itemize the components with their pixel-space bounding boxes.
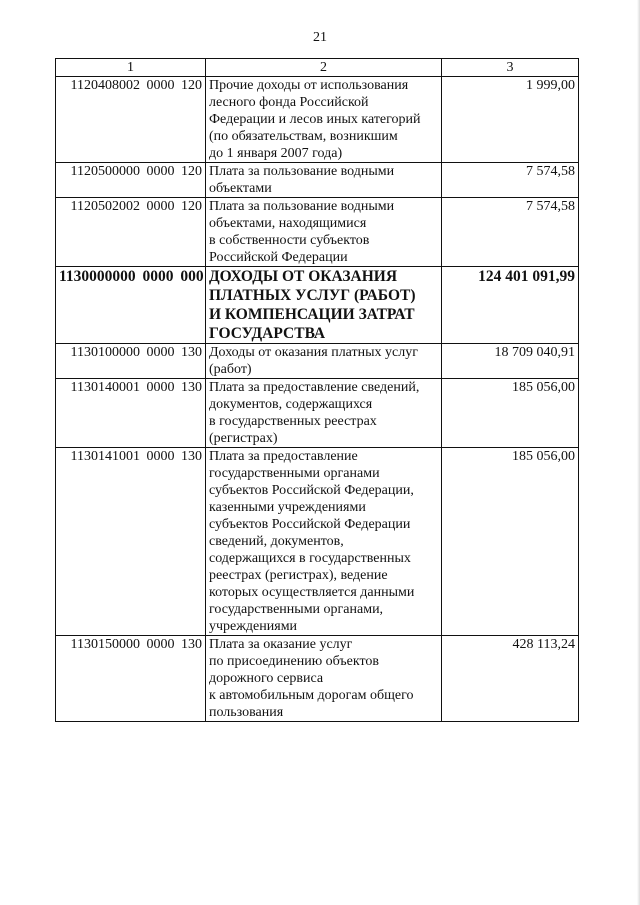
income-name-line: содержащихся в государственных <box>209 551 411 566</box>
table-row <box>56 267 579 344</box>
amount-cell: 7 574,58 <box>442 198 579 267</box>
income-name-line: учреждениями <box>209 619 298 634</box>
table-row <box>56 198 579 267</box>
budget-code-cell: 1130000000 0000 000 <box>56 267 206 344</box>
amount-cell: 428 113,24 <box>442 636 579 722</box>
column-header-amount: 3 <box>442 59 579 77</box>
income-name-line: (по обязательствам, возникшим <box>209 129 398 144</box>
income-name-line: к автомобильным дорогам общего <box>209 688 414 703</box>
income-name-cell <box>206 379 442 448</box>
amount-cell: 185 056,00 <box>442 448 579 636</box>
income-name-cell <box>206 198 442 267</box>
column-header-code: 1 <box>56 59 206 77</box>
table-header-row <box>56 59 579 77</box>
income-name-line: до 1 января 2007 года) <box>209 146 343 161</box>
income-name-line: Плата за пользование водными <box>209 164 395 179</box>
income-name-cell <box>206 163 442 198</box>
income-name-line: ГОСУДАРСТВА <box>209 325 326 342</box>
income-name-line: субъектов Российской Федерации, <box>209 483 414 498</box>
income-name-line: Российской Федерации <box>209 250 348 265</box>
amount-cell: 7 574,58 <box>442 163 579 198</box>
income-name-line: объектами <box>209 181 272 196</box>
income-name-cell <box>206 636 442 722</box>
income-name-line: Федерации и лесов иных категорий <box>209 112 421 127</box>
income-name-line: в государственных реестрах <box>209 414 377 429</box>
income-name-line: реестрах (регистрах), ведение <box>209 568 388 583</box>
income-name-line: государственными органами <box>209 466 380 481</box>
column-header-name: 2 <box>206 59 442 77</box>
income-name-line: дорожного сервиса <box>209 671 324 686</box>
budget-code-cell: 1120502002 0000 120 <box>56 198 206 267</box>
income-name-line: казенными учреждениями <box>209 500 366 515</box>
table-body <box>56 77 579 722</box>
amount-cell: 124 401 091,99 <box>442 267 579 344</box>
amount-cell: 185 056,00 <box>442 379 579 448</box>
table-row <box>56 163 579 198</box>
income-name-line: лесного фонда Российской <box>209 95 369 110</box>
table-row <box>56 77 579 163</box>
income-name-line: ПЛАТНЫХ УСЛУГ (РАБОТ) <box>209 287 416 304</box>
income-name-line: которых осуществляется данными <box>209 585 415 600</box>
income-name-line: документов, содержащихся <box>209 397 373 412</box>
income-name-cell <box>206 344 442 379</box>
page-number: 21 <box>313 30 327 45</box>
income-name-line: ДОХОДЫ ОТ ОКАЗАНИЯ <box>209 268 398 285</box>
table-row <box>56 636 579 722</box>
budget-code-cell: 1120408002 0000 120 <box>56 77 206 163</box>
income-name-line: Прочие доходы от использования <box>209 78 409 93</box>
amount-cell: 1 999,00 <box>442 77 579 163</box>
income-name-line: Плата за предоставление сведений, <box>209 380 420 395</box>
income-name-cell <box>206 267 442 344</box>
budget-code-cell: 1130100000 0000 130 <box>56 344 206 379</box>
income-name-line: Доходы от оказания платных услуг <box>209 345 418 360</box>
table-row <box>56 344 579 379</box>
table-row <box>56 448 579 636</box>
income-name-line: субъектов Российской Федерации <box>209 517 411 532</box>
budget-code-cell: 1130140001 0000 130 <box>56 379 206 448</box>
income-name-line: Плата за оказание услуг <box>209 637 353 652</box>
table-row <box>56 379 579 448</box>
income-name-line: сведений, документов, <box>209 534 344 549</box>
income-name-cell <box>206 448 442 636</box>
income-name-line: Плата за предоставление <box>209 449 358 464</box>
income-name-line: пользования <box>209 705 284 720</box>
amount-cell: 18 709 040,91 <box>442 344 579 379</box>
income-name-line: Плата за пользование водными <box>209 199 395 214</box>
budget-income-table <box>55 58 579 722</box>
budget-code-cell: 1120500000 0000 120 <box>56 163 206 198</box>
budget-code-cell: 1130150000 0000 130 <box>56 636 206 722</box>
income-name-line: (регистрах) <box>209 431 278 446</box>
income-name-line: в собственности субъектов <box>209 233 370 248</box>
income-name-line: И КОМПЕНСАЦИИ ЗАТРАТ <box>209 306 415 323</box>
income-name-line: государственными органами, <box>209 602 384 617</box>
income-name-line: (работ) <box>209 362 252 377</box>
income-name-cell <box>206 77 442 163</box>
income-name-line: по присоединению объектов <box>209 654 380 669</box>
budget-code-cell: 1130141001 0000 130 <box>56 448 206 636</box>
income-name-line: объектами, находящимися <box>209 216 367 231</box>
